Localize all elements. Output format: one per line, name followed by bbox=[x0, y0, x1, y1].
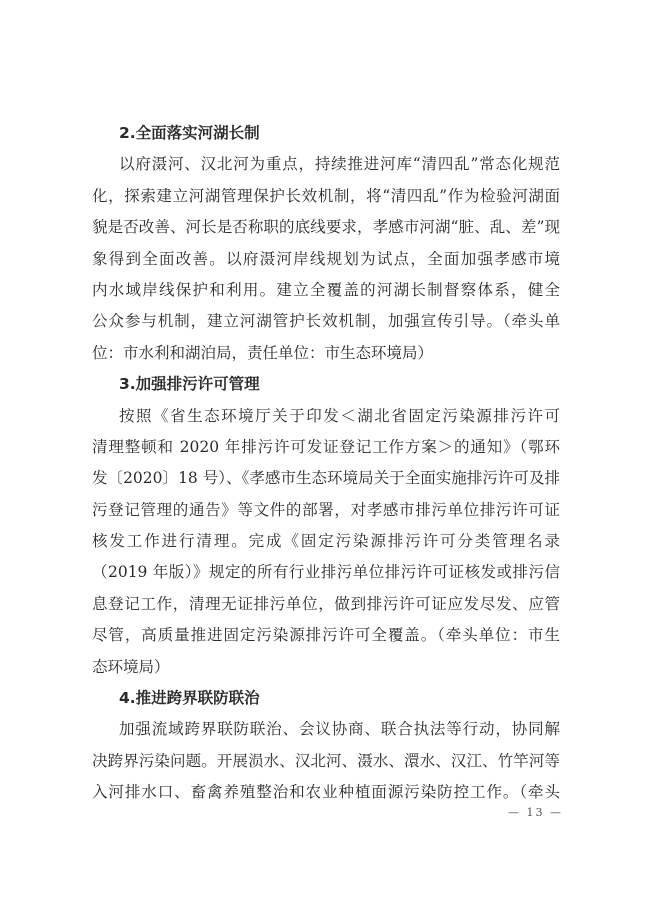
document-body bbox=[92, 118, 560, 809]
text-line: 公众参与机制，建立河湖管护长效机制，加强宣传引导。（牵头单 bbox=[92, 312, 560, 331]
page-number: — 13 — bbox=[508, 806, 563, 819]
text-line: 象得到全面改善。以府滠河岸线规划为试点，全面加强孝感市境 bbox=[92, 249, 560, 268]
text-line: 位：市水利和湖泊局，责任单位：市生态环境局） bbox=[92, 343, 434, 362]
text-line: 息登记工作，清理无证排污单位，做到排污许可证应发尽发、应管 bbox=[92, 594, 560, 613]
text-line: 决跨界污染问题。开展涢水、汉北河、滠水、澴水、汉江、竹竿河等 bbox=[92, 751, 560, 770]
section-heading: 4.推进跨界联防联治 bbox=[119, 689, 260, 708]
text-line: 化，探索建立河湖管理保护长效机制，将“清四乱”作为检验河湖面 bbox=[92, 186, 560, 205]
text-line: 发〔2020〕18 号）、《孝感市生态环境局关于全面实施排污许可及排 bbox=[92, 469, 560, 488]
text-line: （2019 年版）》规定的所有行业排污单位排污许可证核发或排污信 bbox=[92, 563, 560, 582]
text-line: 尽管，高质量推进固定污染源排污许可全覆盖。（牵头单位：市生 bbox=[92, 626, 560, 645]
text-line: 清理整顿和 2020 年排污许可发证登记工作方案＞的通知》（鄂环 bbox=[92, 437, 560, 456]
text-line: 污登记管理的通告》等文件的部署，对孝感市排污单位排污许可证 bbox=[92, 500, 560, 519]
text-line: 态环境局） bbox=[92, 657, 170, 676]
text-line: 核发工作进行清理。完成《固定污染源排污许可分类管理名录 bbox=[92, 532, 560, 551]
text-line: 入河排水口、畜禽养殖整治和农业种植面源污染防控工作。（牵头 bbox=[92, 783, 560, 802]
text-line: 貌是否改善、河长是否称职的底线要求，孝感市河湖“脏、乱、差”现 bbox=[92, 218, 560, 237]
text-line: 内水域岸线保护和利用。建立全覆盖的河湖长制督察体系，健全 bbox=[92, 280, 560, 299]
text-line: 加强流域跨界联防联治、会议协商、联合执法等行动，协同解 bbox=[119, 720, 560, 739]
text-line: 以府滠河、汉北河为重点，持续推进河库“清四乱”常态化规范 bbox=[119, 155, 560, 174]
text-line: 按照《省生态环境厅关于印发＜湖北省固定污染源排污许可 bbox=[119, 406, 560, 425]
section-heading: 3.加强排污许可管理 bbox=[119, 375, 260, 394]
section-heading: 2.全面落实河湖长制 bbox=[119, 124, 260, 142]
